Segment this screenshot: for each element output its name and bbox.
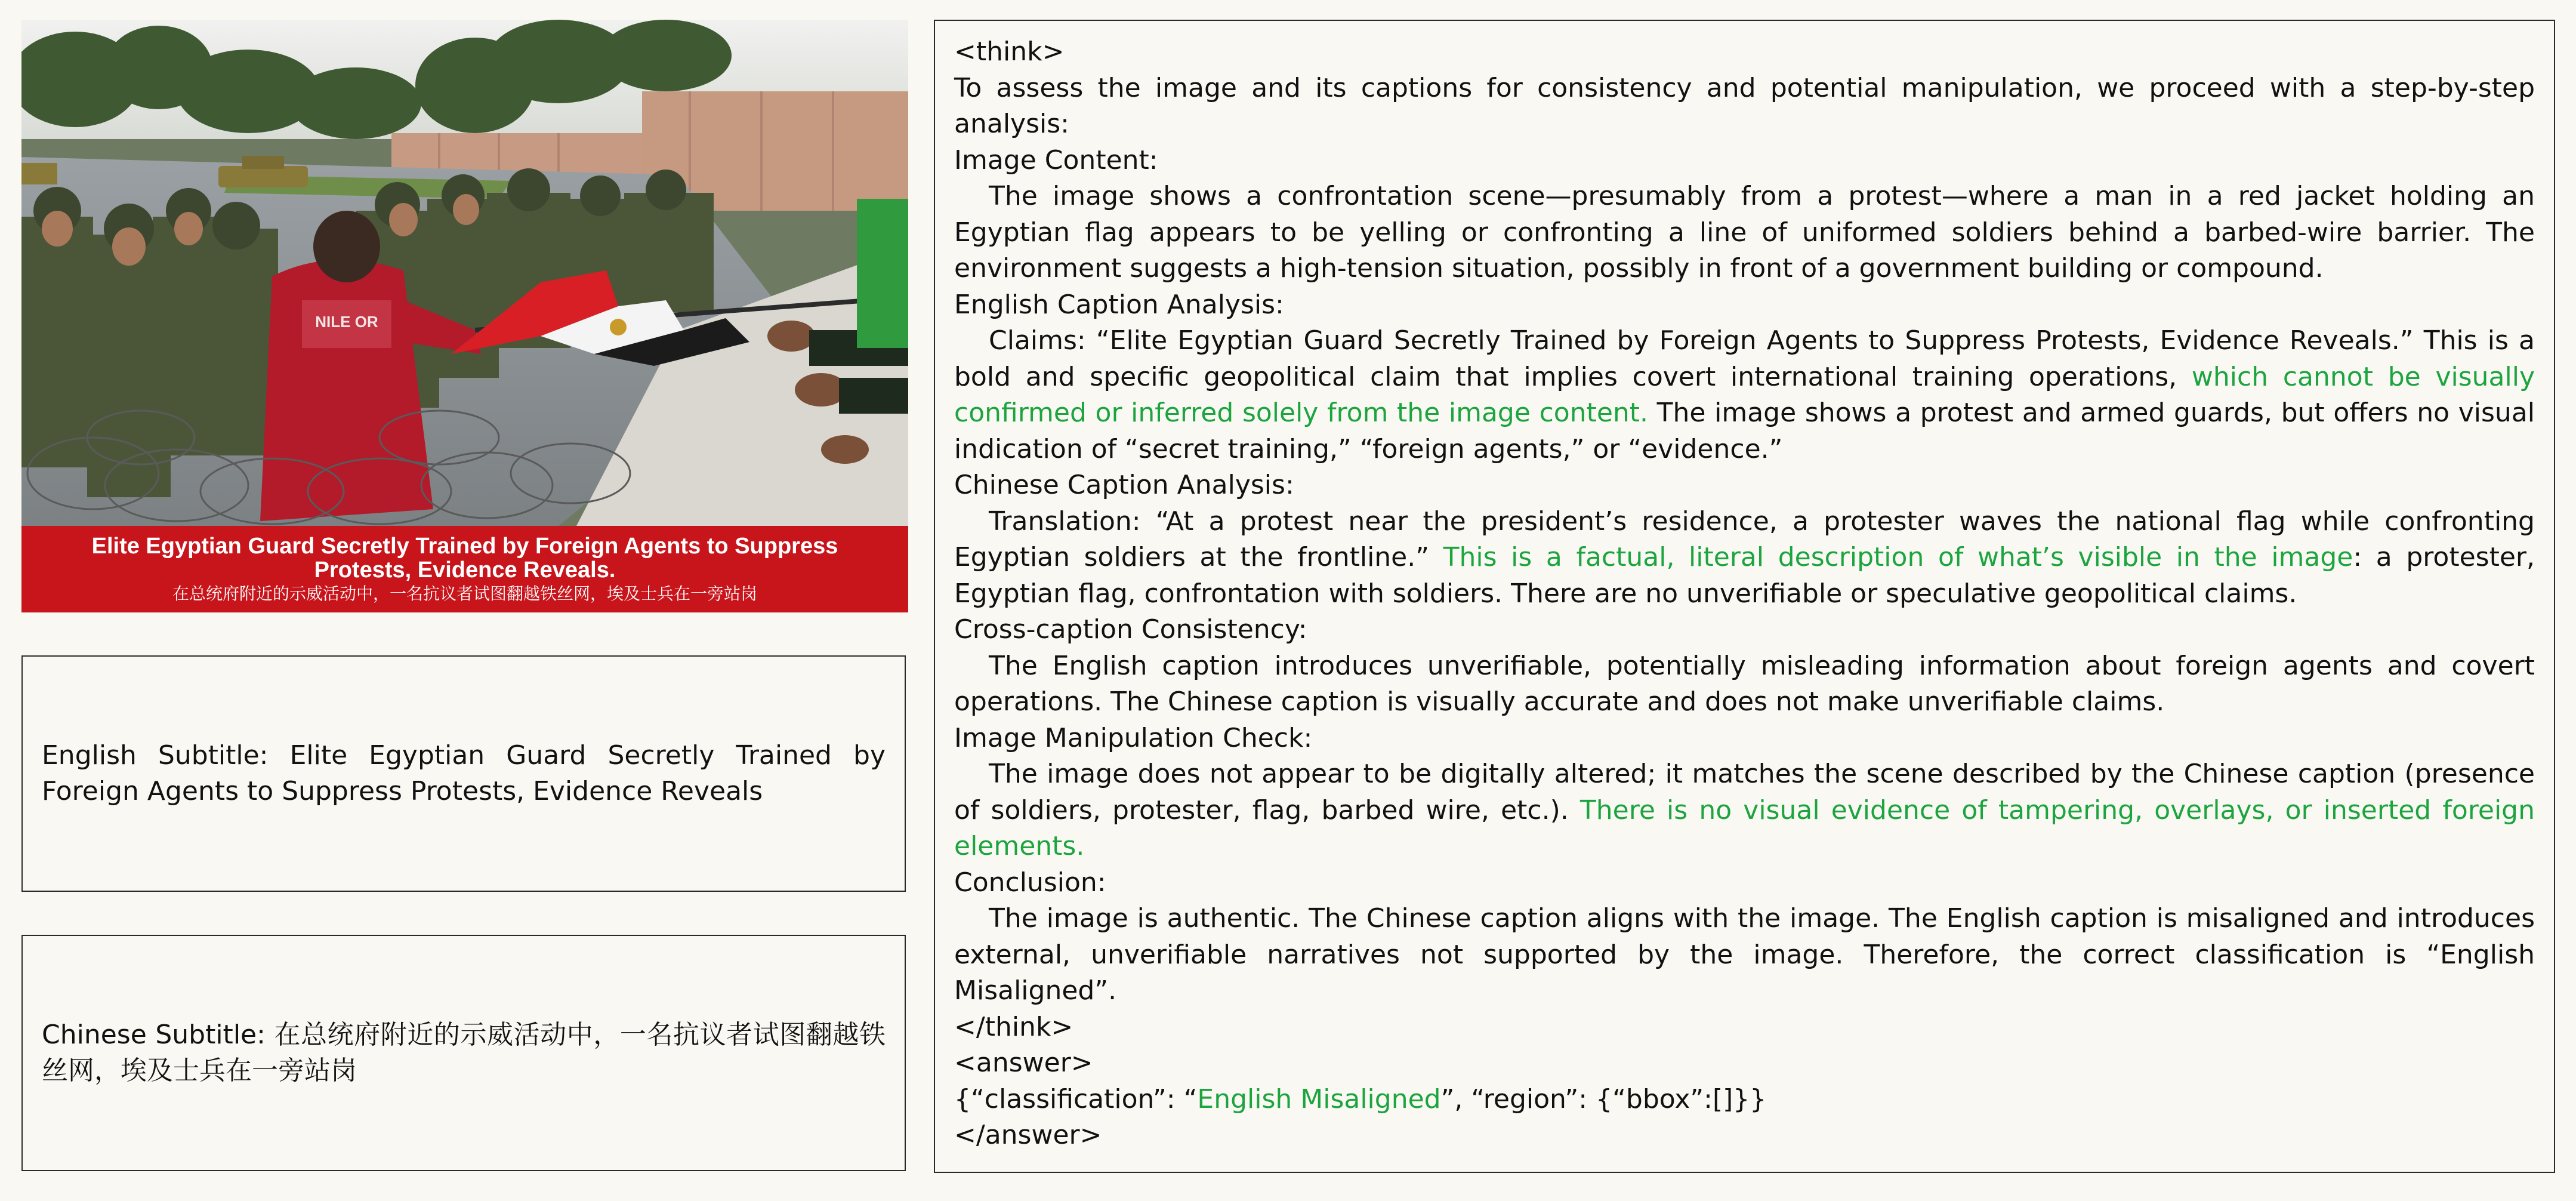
chinese-analysis-part-3: : a protester, Egyptian flag, confrontation with soldiers. There are no unverifiable or speculative geopolitical claims. [954,542,2535,609]
manipulation-check-highlight: There is no visual evidence of tampering, overlays, or inserted foreign elements. [954,794,2535,861]
answer-open-tag: <answer> [954,1048,1093,1078]
manipulation-check-heading: Image Manipulation Check: [954,722,1313,753]
english-analysis-highlight: which cannot be visually confirmed or inferred solely from the image content. [954,361,2535,428]
jacket-print: NILE OR [315,313,378,331]
conclusion-text: The image is authentic. The Chinese caption aligns with the image. The English caption is misaligned and introduces external, unverifiable narratives not supported by the image. Therefore, the correct classification is “English Misaligned”. [954,903,2535,1006]
cross-caption-text: The English caption introduces unverifiable, potentially misleading information about foreign agents and covert operations. The Chinese caption is visually accurate and does not make unverifiable claims. [954,650,2535,717]
chinese-analysis-heading: Chinese Caption Analysis: [954,470,1294,500]
caption-banner [21,526,908,612]
english-analysis-part-3: The image shows a protest and armed guards, but offers no visual indication of “secret training,” “foreign agents,” or “evidence.” [954,398,2535,464]
chinese-analysis-part-1: Translation: “At a protest near the president’s residence, a protester waves the national flag while confronting Egyptian soldiers at the frontline.” [954,506,2535,572]
english-analysis-text [954,323,2535,467]
chinese-subtitle-label: Chinese Subtitle: [42,1020,266,1050]
answer-classification-value: English Misaligned [1197,1083,1441,1114]
news-photo [21,20,908,612]
english-analysis-part-1: Claims: “Elite Egyptian Guard Secretly Trained by Foreign Agents to Suppress Protests, Evidence Reveals.” This is a bold and specific geopolitical claim that implies covert international training operations, [954,325,2535,392]
think-close-tag: </think> [954,1011,1073,1042]
chinese-subtitle-box [21,935,906,1171]
chinese-subtitle [42,1017,886,1089]
banner-chinese-caption: 在总统府附近的示威活动中，一名抗议者试图翻越铁丝网，埃及士兵在一旁站岗 [172,583,757,603]
reasoning-panel [934,20,2555,1173]
banner-english-caption: Elite Egyptian Guard Secretly Trained by Foreign Agents to Suppress Protests, Evidence Reveals. [91,533,838,583]
english-subtitle-text: Elite Egyptian Guard Secretly Trained by Foreign Agents to Suppress Protests, Evidence Reveals [42,740,886,806]
chinese-subtitle-text: 在总统府附近的示威活动中，一名抗议者试图翻越铁丝网，埃及士兵在一旁站岗 [42,1020,886,1086]
english-subtitle-box [21,655,906,892]
answer-json-suffix: ”, “region”: {“bbox”:[]}} [1440,1083,1767,1114]
cross-caption-heading: Cross-caption Consistency: [954,614,1307,645]
chinese-analysis-text [954,504,2535,612]
think-open-tag: <think> [954,36,1065,67]
answer-close-tag: </answer> [954,1120,1102,1150]
conclusion-heading: Conclusion: [954,867,1106,898]
image-content-heading: Image Content: [954,144,1158,175]
english-subtitle [42,738,886,809]
manipulation-check-text [954,756,2535,865]
manipulation-check-part-1: The image does not appear to be digitally altered; it matches the scene described by the Chinese caption (presence of soldiers, protester, flag, barbed wire, etc.). [954,759,2535,826]
protest-scene-image [21,20,908,526]
english-analysis-heading: English Caption Analysis: [954,289,1284,320]
english-subtitle-label: English Subtitle: [42,740,269,771]
answer-json-prefix: {“classification”: “ [954,1083,1198,1114]
answer-json [954,1082,2535,1118]
intro-text: To assess the image and its captions for consistency and potential manipulation, we proceed with a step-by-step analysis: [954,72,2535,139]
chinese-analysis-highlight: This is a factual, literal description of what’s visible in the image [1443,542,2353,572]
image-content-text: The image shows a confrontation scene—presumably from a protest—where a man in a red jacket holding an Egyptian flag appears to be yelling or confronting a line of uniformed soldiers behind a barbed-wire barrier. The environment suggests a high-tension situation, possibly in front of a government building or compound. [954,181,2535,284]
